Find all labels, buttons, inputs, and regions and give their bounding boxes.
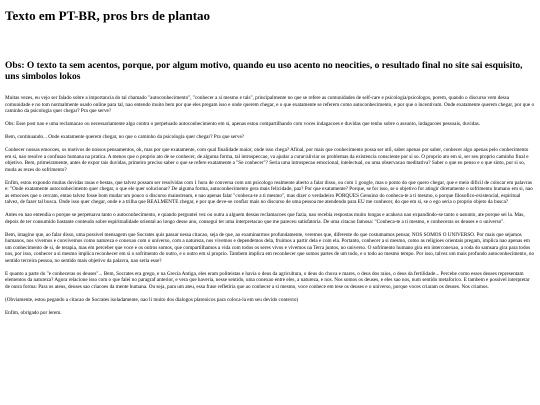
article-body: [5, 95, 535, 316]
paragraph: Muitas vezes, eu vejo ser falado sobre a importancia do tal chamado "autoconhecimento", "conhecer a si mesmo e tals", principalmente no que se refere as comunidades de self-care e psicologia/psicologos, porem, quando o discurso vem dessa comunidade e no tom normalmente usado online para tal, nao entendo muito bem por que eles pregam isso e onde querem chegar, e o que exatamente se referem como autoconhecimento, e por que o incentivam. Onde exatamente querem chegar, por que o caminho da psicologia quer chegar? Pra que serve?: [5, 95, 535, 114]
paragraph: Conhecer nossas emocoes, os motivos de nossos pensamentos, ok, mas por que exatamente, com qual finalidade maior, onde isso chega? Afinal, por mais que conhecimento possa ser util, saber apenas por saber, conhecer algo apenas pelo conhecimento em si, nao resolve a confusao humana na pratica. A menos que o proprio ato de se conhecer, de alguma forma, tal introspeccao, va ajudar a curar/aliviar os problemas da existencia consciente por si so. O proprio ato em si, ser seu proprio caminho final e objetivo. Bem, primeiramente, antes de expor tais duvidas, primeiro preciso saber o que se refere exatamente a "Se conhecer"? Seria uma introspecao emocional, intelectual, ou uma observacao meditativa? Saber o que eu penso e o que sinto, por si so, muda as rezes do sofrimento?: [5, 147, 529, 173]
paragraph: Enfim, obrigado por lerem.: [5, 309, 62, 316]
paragraph: Bem, continuando... Onde exatamente querem chegar, no que o caminho da psicologia quer chegar? Pra que serve?: [5, 134, 245, 140]
page-title: Texto em PT-BR, pros brs de plantao: [5, 8, 211, 23]
paragraph: Bem, imagino que, ao falar disso, uma possivel mensagem que Socrates quis passar nessa citacao, seja de que, ao examinarmos profundamente, veremos que, diferente do que costumamos pensar, NOS SOMOS O UNIVERSO. Por mais que sejamos humanos, nos vivemos e convivemos como natureza e conexao com o universo, com a natureza, nos vivemos e dependemos dela, fruimos a partir dela e com ela. Portanto, conhecer a si mesmo, como as religioes orientais pregam, implica nao apenas em um conhecimento de si, de terapia, mas em perceber que voce e os outros somos, que compartilhamos a vida com todos os seres vivos e vivemos na Terra juntos, no universo. O sofrimento humano gira em interconexao, a roda do samsara gira para todos nos, por isso, conhecer a si mesmo implica reconhecer em si o sofrimento do outro, e o outro em si proprio. Tambem implica em reconhecer que somos partes de um todo, e o todo ao mesmo tempo. Por isso, talvez um mais profundo autoconhecimento, no sentido terceira pessoa, no sentido mais objetivo da palavra, nao seria esse?: [5, 231, 535, 264]
paragraph: E quanto a parte do "e conheceras os deuses"... Bem, Socrates era grego, e na Grecia Antiga, eles eram politeistas e havia o deus da agricultura, o deus do chuva e mares, o deus dos raios, o deus da fertilidade... Percebe como esses deuses representam elementos da natureza? Agora relacione isso com o que falei no paragraf anterior, e vera que haveria, nesse sentido, uma conexao entre eles, a natureza, e nos. Nos somos os deuses, e eles sao nos, num sentido metaforico. E tambem e possivel interpretar de outra forma: Para os ateus, deuses sao criacoes da mente humana. Ou seja, para um ateu, essa frase refletiria que ao conhecer a si mesmo, voce conhece em tese os deuses e o universo, porque voces criaram os deuses. Nos criamos.: [5, 270, 530, 290]
paragraph: Enfim, estou expondo muitas duvidas rasas e bestas, que talvez possam ser resolvidas com 1 hora de conversa com um psicologo realmente aberto a falar disso, ou com 1 google, mas o ponto do que quero chegar, que e meio dificil de colocar em palavras e: "Onde exatamente autoconhecimento quer chegar, o que ele quer solucionar? De alguma forma, autoconhecimento gera mais felicidade, paz? Por que exatamente? Porque, se for isso, se o objetivo for atingir diretamente o sofrimento humano em si, nao as emocoes que o cercam, entao talvez fosse bom mudar um pouco o discurso mainstream, e nao apenas falar "conheca-te a ti mesmo", mas dizer o verdadeiro PORQUES Genuino do conheca-te a ti mesmo, o porque filosofico-existencial, espiritual talvez, de fazer tal busca. Onde isso quer chegar, onde e a trilha que REALMENTE chegar, e por que deve-se confiar mais no discurso de uma pessoa me atendendo para EU me conhecer, do que em si, se o ego seria o proprio objeto da busca?: [5, 179, 533, 205]
page-subtitle: Obs: O texto ta sem acentos, porque, por algum motivo, quando eu uso acento no neocities, o resultado final no site sai esquisito, uns simbolos lokos: [5, 61, 523, 82]
paragraph: (Obviamente, estou pegando a citacao de Socrates isoladamente, nao li muito dos dialogos platonicos para coloca-la em seu devido contexto): [5, 296, 299, 303]
paragraph: Obs: Esse post nao e uma reclamacao ou necessariamente algo contra o perpetuado autoconhecimento em si, apenas estou compartilhando com voces indagacoes e duvidas que tenho sobre o assunto, indagacoes pessoais, duvidas.: [5, 121, 480, 127]
paragraph: Antes eu nao entendia o porque se perpetuava tanto o autoconhecimento, e quando perguntei vez ou outra a alguem dessas reclamacoes que fazia, nao recebia respostas muito longas e acabava nao expandindo-se tanto o assunto, ate porque sei la. Mas, depois de ter consumido bastante conteudo sobre espiritualidade oriental ao longo desse ano, consegui ter uma interpretacao que me pareceu satisfatoria. De uma citacao famosa: "Conheca-te a ti mesmo, e conheceras os deuses e o universo".: [5, 212, 525, 225]
